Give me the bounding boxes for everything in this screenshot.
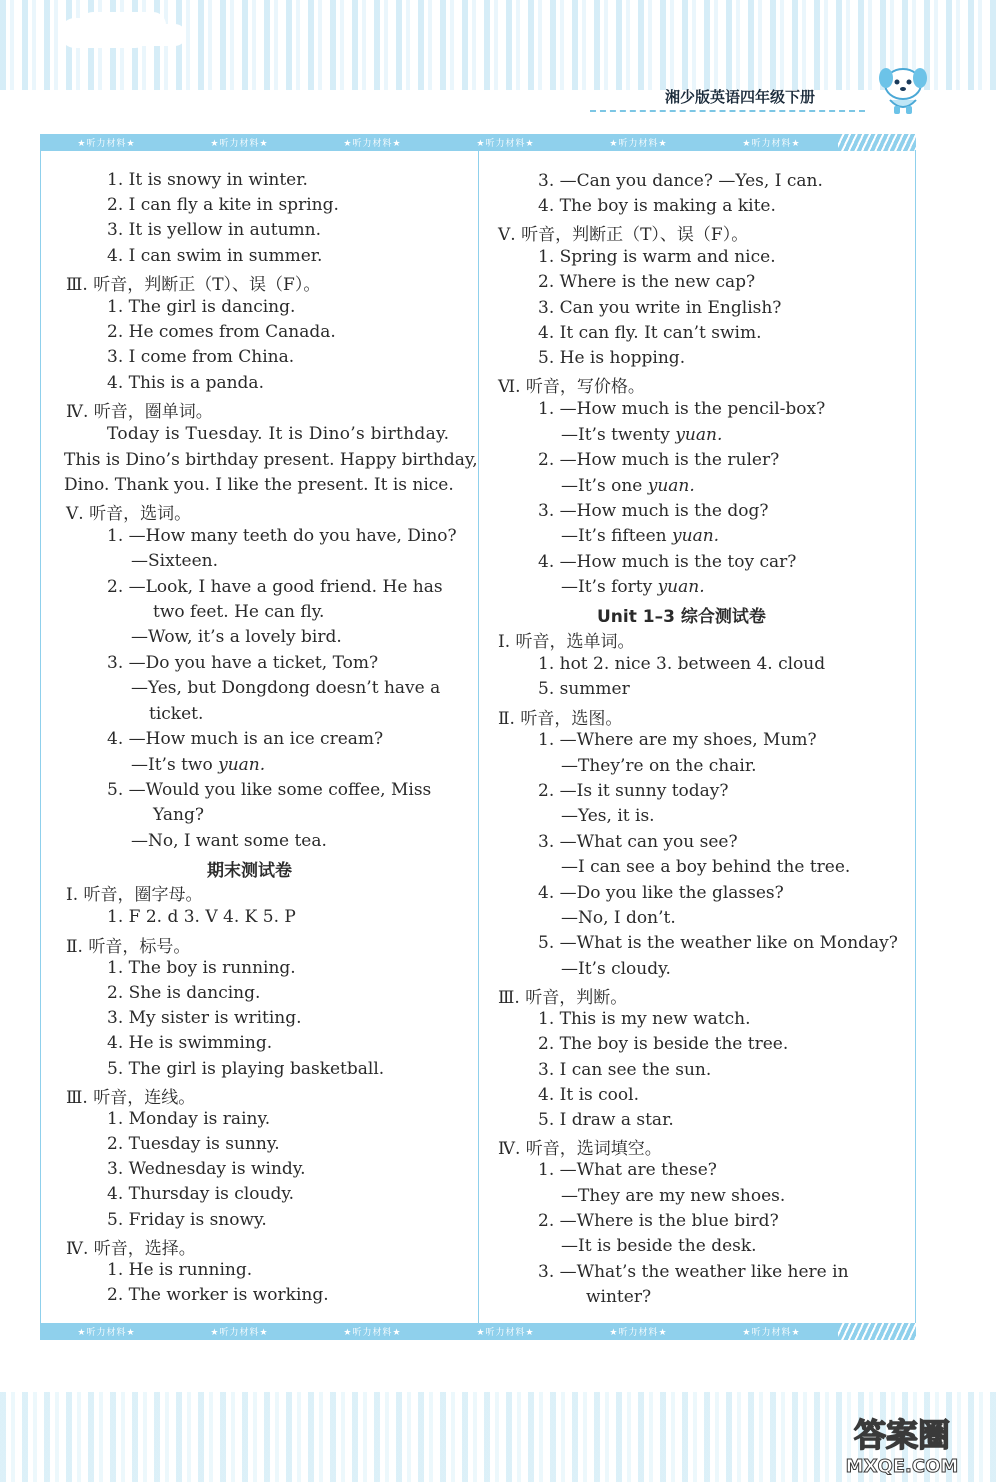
text-line: 4. —How much is an ice cream? [107,729,384,749]
listening-material-band-top [40,134,916,151]
section-heading: Ⅳ. 听音，选词填空。 [498,1139,662,1159]
text-line: 1. The boy is running. [107,958,296,978]
text-line: 5. —Would you like some coffee, Miss [107,780,432,800]
text-line: 4. —How much is the toy car? [538,552,797,572]
text-line: 2. —Where is the blue bird? [538,1211,779,1231]
text-line: 3. My sister is writing. [107,1008,302,1028]
text-line: 3. I come from China. [107,347,295,367]
text-line: 1. —How much is the pencil-box? [538,399,826,419]
text-line: 4. I can swim in summer. [107,246,323,266]
column-divider [478,150,479,1325]
text-line: 5. He is hopping. [538,348,686,368]
text-line: 2. Tuesday is sunny. [107,1134,280,1154]
text-line: —Wow, it’s a lovely bird. [131,627,342,647]
text-line: 5. The girl is playing basketball. [107,1059,385,1079]
band-label: ★听力材料★ [476,1328,535,1338]
text-line: Dino. Thank you. I like the present. It is nice. [64,475,454,495]
section-heading: Ⅳ. 听音，选择。 [66,1239,196,1259]
band-stripes [838,134,916,151]
section-heading: Ⅵ. 听音，写价格。 [498,377,645,397]
text-line: 2. He comes from Canada. [107,322,336,342]
site-watermark-logo [812,1412,992,1478]
text-line: —It’s fifteen yuan. [561,526,720,546]
text-line: 2. I can fly a kite in spring. [107,195,339,215]
text-line: two feet. He can fly. [153,602,325,622]
cloud-decoration [60,18,150,48]
text-line: 3. —What’s the weather like here in [538,1262,849,1282]
text-line: 3. —Can you dance? —Yes, I can. [538,171,823,191]
band-label: ★听力材料★ [609,139,668,149]
text-line: 5. summer [538,679,630,699]
text-line: 3. —Do you have a ticket, Tom? [107,653,379,673]
band-label: ★听力材料★ [343,1328,402,1338]
text-line: 4. —Do you like the glasses? [538,883,784,903]
section-heading: Ⅲ. 听音，连线。 [66,1088,196,1108]
text-line: —It’s cloudy. [561,959,671,979]
text-line: 3. Wednesday is windy. [107,1159,306,1179]
listening-material-band-bottom [40,1323,916,1340]
header-dashed-line [590,110,865,112]
section-heading: Ⅴ. 听音，选词。 [66,504,192,524]
text-line: —I can see a boy behind the tree. [561,857,851,877]
text-line: —It’s twenty yuan. [561,425,723,445]
text-line: 1. —How many teeth do you have, Dino? [107,526,457,546]
text-line: —They’re on the chair. [561,756,757,776]
band-label: ★听力材料★ [742,139,801,149]
band-label: ★听力材料★ [77,1328,136,1338]
text-line: This is Dino’s birthday present. Happy birthday, [64,450,478,470]
text-line: ticket. [149,704,204,724]
text-line: 3. Can you write in English? [538,298,782,318]
text-line: 4. This is a panda. [107,373,264,393]
section-heading: Ⅳ. 听音，圈单词。 [66,402,213,422]
text-line: —Yes, but Dongdong doesn’t have a [131,678,441,698]
text-line: —Sixteen. [131,551,218,571]
section-heading: Ⅰ. 听音，圈字母。 [66,885,203,905]
text-line: 1. The girl is dancing. [107,297,296,317]
text-line: 4. It is cool. [538,1085,639,1105]
text-line: —It’s one yuan. [561,476,695,496]
band-label: ★听力材料★ [77,139,136,149]
text-line: 1. —Where are my shoes, Mum? [538,730,817,750]
band-stripes [838,1323,916,1340]
book-title: 湘少版英语四年级下册 [664,88,815,106]
text-line: —It’s forty yuan. [561,577,705,597]
text-line: —It is beside the desk. [561,1236,757,1256]
text-line: 2. Where is the new cap? [538,272,756,292]
text-line: 1. hot 2. nice 3. between 4. cloud [538,654,826,674]
text-line: 1. It is snowy in winter. [107,170,308,190]
text-line: 4. Thursday is cloudy. [107,1184,295,1204]
text-line: 2. The boy is beside the tree. [538,1034,789,1054]
section-heading: Ⅲ. 听音，判断正（T）、误（F）。 [66,275,321,295]
text-line: 2. —How much is the ruler? [538,450,780,470]
text-line: 2. —Is it sunny today? [538,781,729,801]
text-line: Yang? [153,805,204,825]
text-line: 1. This is my new watch. [538,1009,751,1029]
text-line: 4. It can fly. It can’t swim. [538,323,762,343]
band-label: ★听力材料★ [343,139,402,149]
band-label: ★听力材料★ [742,1328,801,1338]
band-label: ★听力材料★ [609,1328,668,1338]
dog-mascot-icon [868,58,938,118]
text-line: 3. —What can you see? [538,832,738,852]
text-line: 1. Monday is rainy. [107,1109,271,1129]
text-line: 1. He is running. [107,1260,253,1280]
text-line: 3. —How much is the dog? [538,501,769,521]
text-line: 1. F 2. d 3. V 4. K 5. P [107,907,296,927]
text-line: —They are my new shoes. [561,1186,786,1206]
text-line: winter? [586,1287,652,1307]
text-line: —It’s two yuan. [131,755,266,775]
text-line: 5. Friday is snowy. [107,1210,267,1230]
section-title: 期末测试卷 [207,861,292,881]
text-line: 5. I draw a star. [538,1110,674,1130]
top-decoration [0,0,1000,90]
section-heading: Ⅱ. 听音，标号。 [66,937,191,957]
watermark-url: MXQE.COM [845,1456,959,1477]
text-line: —Yes, it is. [561,806,655,826]
text-line: —No, I don’t. [561,908,676,928]
text-line: 2. —Look, I have a good friend. He has [107,577,443,597]
section-heading: Ⅰ. 听音，选单词。 [498,632,635,652]
text-line: 5. —What is the weather like on Monday? [538,933,898,953]
section-heading: Ⅴ. 听音，判断正（T）、误（F）。 [498,225,749,245]
band-label: ★听力材料★ [476,139,535,149]
text-line: —No, I want some tea. [131,831,327,851]
text-line: 4. The boy is making a kite. [538,196,776,216]
section-heading: Ⅱ. 听音，选图。 [498,709,623,729]
text-line: Today is Tuesday. It is Dino’s birthday. [107,424,450,444]
text-line: 2. She is dancing. [107,983,261,1003]
band-label: ★听力材料★ [210,139,269,149]
band-label: ★听力材料★ [210,1328,269,1338]
text-line: 2. The worker is working. [107,1285,329,1305]
text-line: 4. He is swimming. [107,1033,273,1053]
watermark-title: 答案圈 [853,1416,951,1454]
text-line: 3. I can see the sun. [538,1060,712,1080]
section-heading: Ⅲ. 听音，判断。 [498,988,628,1008]
section-title: Unit 1–3 综合测试卷 [597,607,766,627]
text-line: 1. —What are these? [538,1160,717,1180]
text-line: 3. It is yellow in autumn. [107,220,321,240]
text-line: 1. Spring is warm and nice. [538,247,776,267]
